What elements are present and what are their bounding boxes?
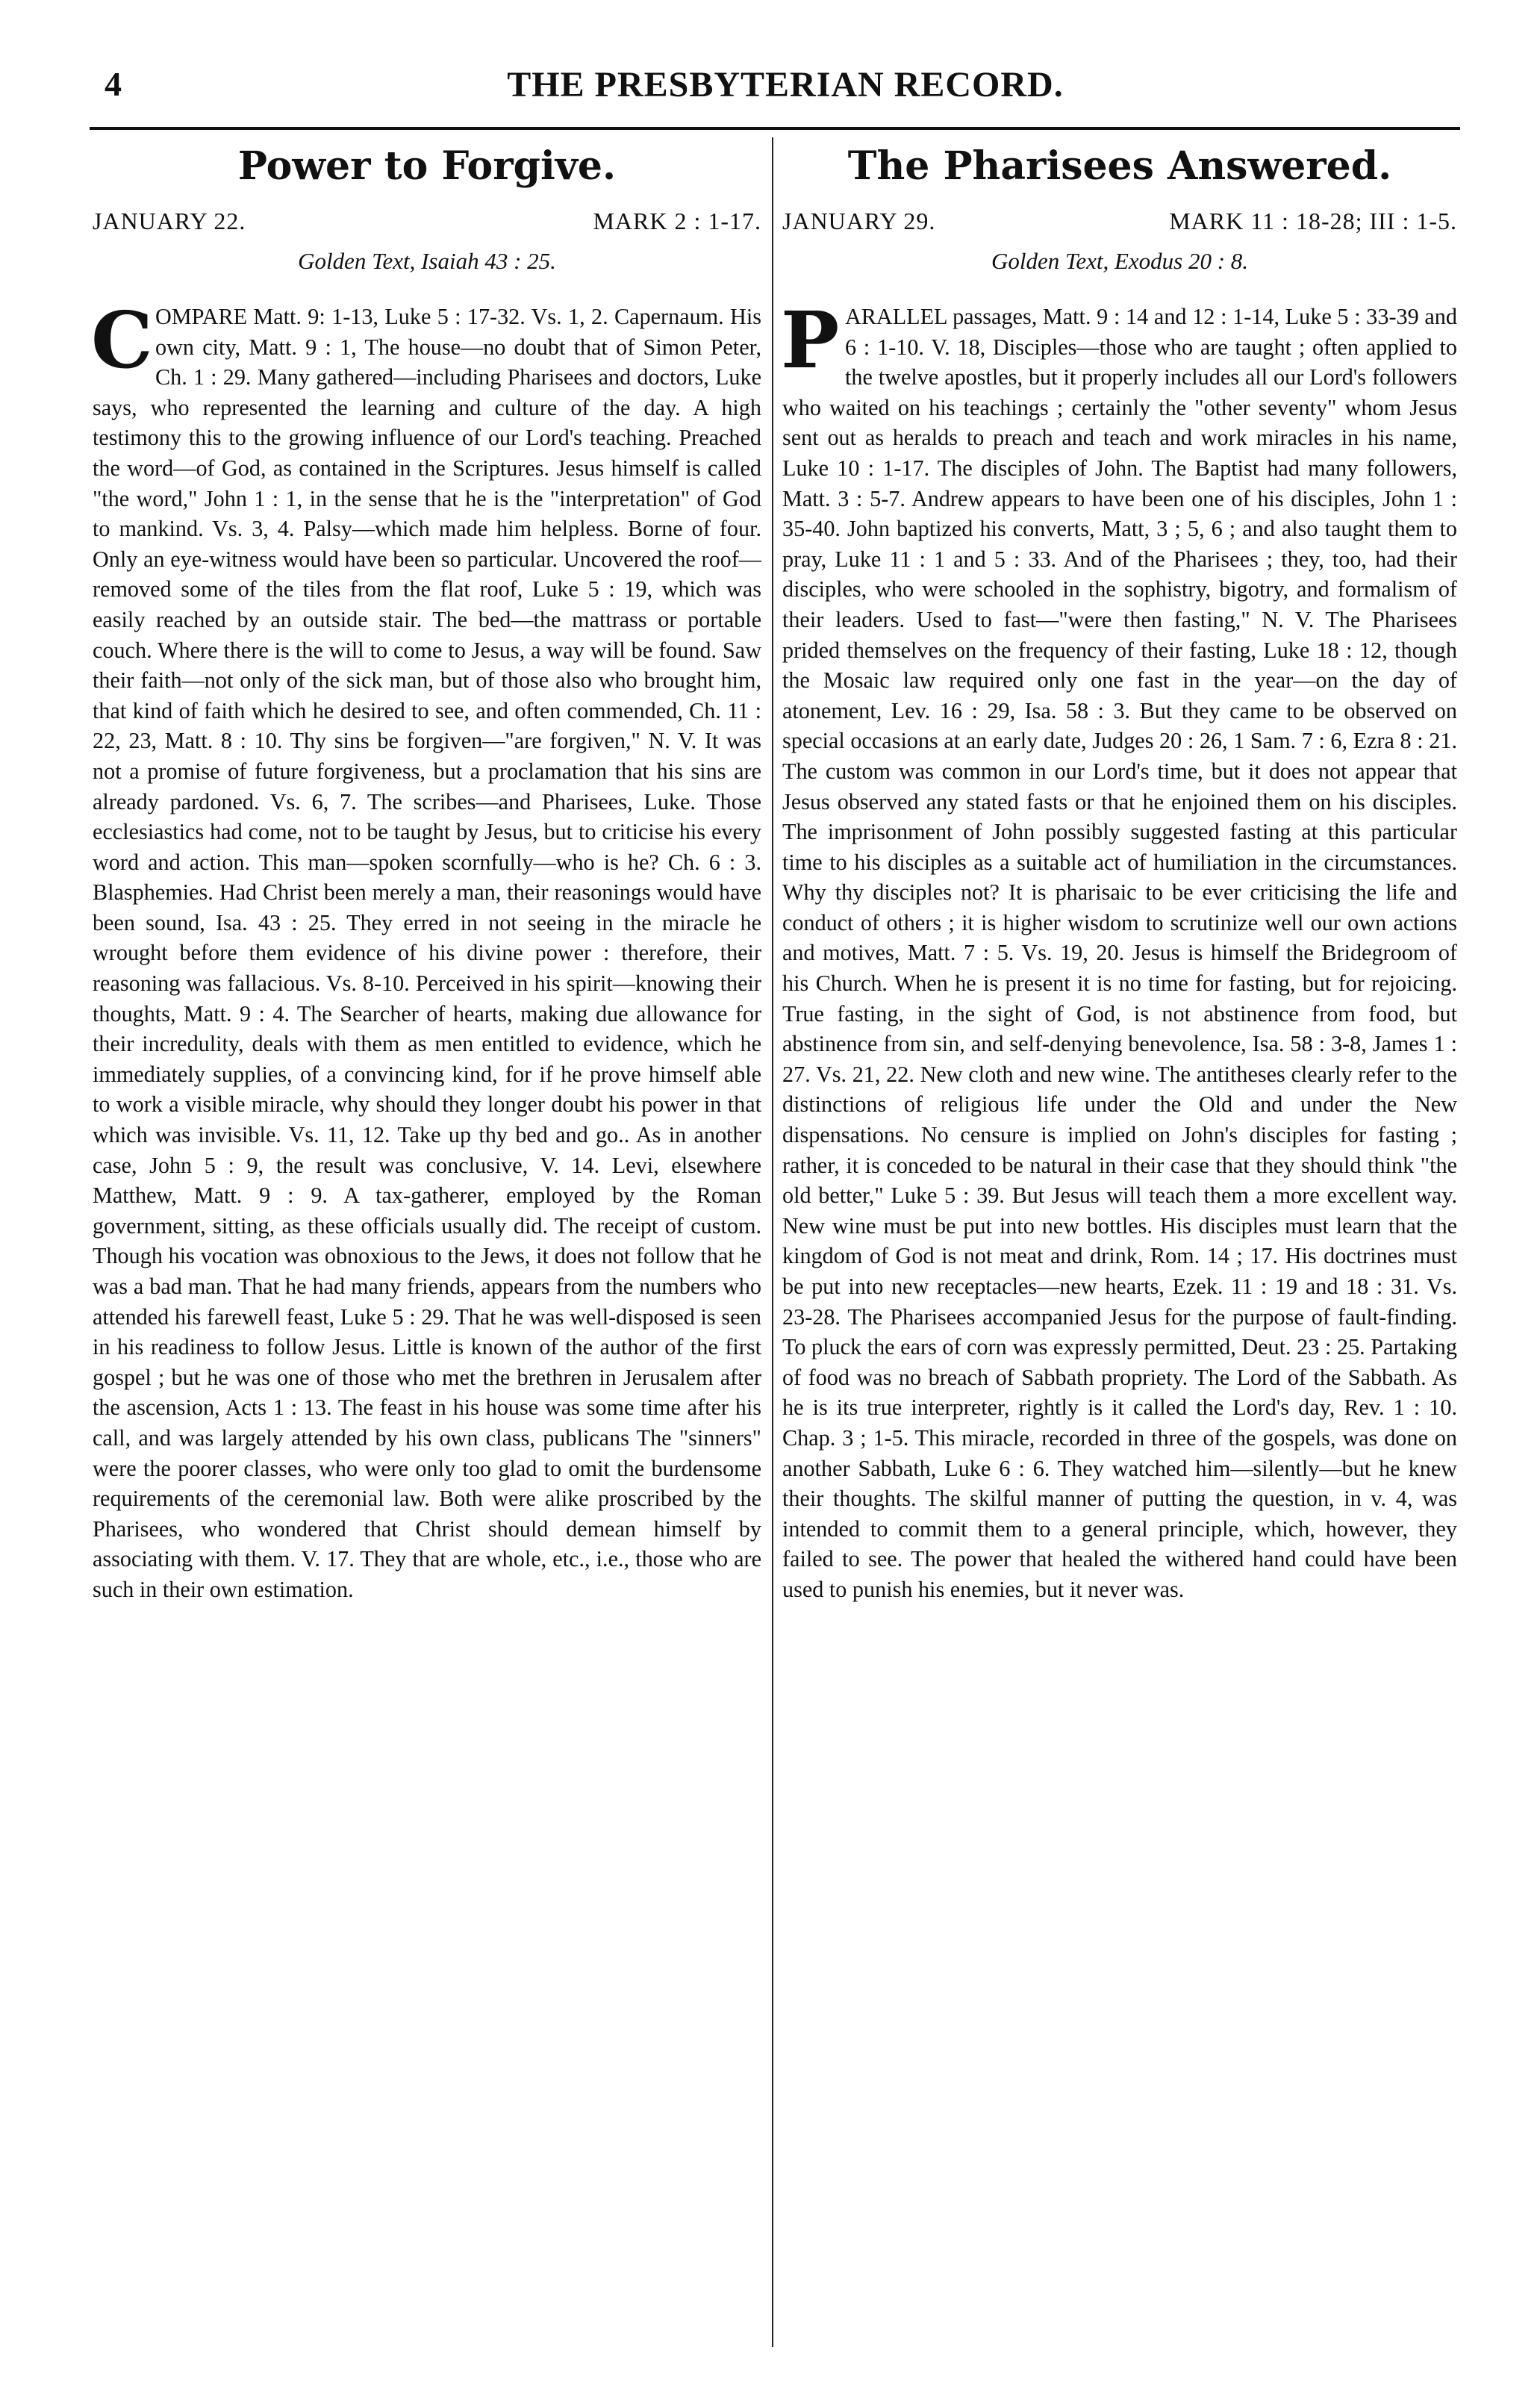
- page-header: [105, 64, 1466, 118]
- header-rule: [90, 127, 1460, 130]
- drop-cap: C: [91, 294, 153, 386]
- lesson-title: The Pharisees Answered.: [847, 143, 1392, 189]
- lesson-body: [781, 294, 1457, 1605]
- lesson-title: Power to Forgive.: [237, 143, 617, 189]
- page-number: 4: [105, 65, 122, 103]
- lesson-body: [91, 294, 761, 1605]
- masthead: THE PRESBYTERIAN RECORD.: [507, 65, 1064, 105]
- lesson-right: [782, 139, 1457, 1605]
- lesson-left: [93, 139, 761, 1605]
- lesson-dateline: [93, 205, 761, 237]
- golden-text: Golden Text, Exodus 20 : 8.: [991, 248, 1249, 274]
- lesson-body-text: ARALLEL passages, Matt. 9 : 14 and 12 : 1-14, Luke 5 : 33-39 and 6 : 1-10. V. 18, Disciples—those who are taught ; often applied to the twelve apostles, but it properly includes all our Lord's followers who waited on his teachings ; certainly the "other seventy" whom Jesus sent out as heralds to preach and teach and work miracles in his name, Luke 10 : 1-17. The disciples of John. The Baptist had many followers, Matt. 3 : 5-7. Andrew appears to have been one of his disciples, John 1 : 35-40. John baptized his converts, Matt, 3 ; 5, 6 ; and also taught them to pray, Luke 11 : 1 and 5 : 33. And of the Pharisees ; they, too, had their disciples, who were schooled in the sophistry, bigotry, and formalism of their leaders. Used to fast—"were then fasting," N. V. The Pharisees prided themselves on the frequency of their fasting, Luke 18 : 12, though the Mosaic law required only one fast in the year—on the day of atonement, Lev. 16 : 29, Isa. 58 : 3. But they came to be observed on special occasions at an early date, Judges 20 : 26, 1 Sam. 7 : 6, Ezra 8 : 21. The custom was common in our Lord's time, but it does not appear that Jesus observed any stated fasts or that he enjoined them on his disciples. The imprisonment of John possibly suggested fasting at this particular time to his disciples as a suitable act of humiliation in the circumstances. Why thy disciples not? It is pharisaic to be ever criticising the life and conduct of others ; it is higher wisdom to scrutinize well our own actions and motives, Matt. 7 : 5. Vs. 19, 20. Jesus is himself the Bridegroom of his Church. When he is present it is no time for fasting, but for rejoicing. True fasting, in the sight of God, is not abstinence from food, but abstinence from sin, and self-denying benevolence, Isa. 58 : 3-8, James 1 : 27. Vs. 21, 22. New cloth and new wine. The antitheses clearly refer to the distinctions of religious life under the Old and under the New dispensations. No censure is implied on John's disciples for fasting ; rather, it is conceded to be natural in their case that they should think "the old better," Luke 5 : 39. But Jesus will teach them a more excellent way. New wine must be put into new bottles. His disciples must learn that the kingdom of God is not meat and drink, Rom. 14 ; 17. His doctrines must be put into new receptacles—new hearts, Ezek. 11 : 19 and 18 : 31. Vs. 23-28. The Pharisees accompanied Jesus for the purpose of fault-finding. To pluck the ears of corn was expressly permitted, Deut. 23 : 25. Partaking of food was no breach of Sabbath propriety. The Lord of the Sabbath. As he is its true interpreter, rightly is it called the Lord's day, Rev. 1 : 10. Chap. 3 ; 1-5. This miracle, recorded in three of the gospels, was done on another Sabbath, Luke 6 : 6. They watched him—silently—but he knew their thoughts. The skilful manner of putting the question, in v. 4, was intended to commit them to a general principle, which, however, they failed to see. The power that healed the withered hand could have been used to punish his enemies, but it never was.: [782, 304, 1457, 1602]
- lesson-dateline: [782, 205, 1457, 237]
- golden-text: Golden Text, Isaiah 43 : 25.: [298, 248, 556, 274]
- scripture-reference: MARK 2 : 1-17.: [593, 208, 761, 234]
- scripture-reference: MARK 11 : 18-28; III : 1-5.: [1169, 208, 1457, 234]
- column-divider: [772, 137, 773, 2347]
- lesson-body-text: OMPARE Matt. 9: 1-13, Luke 5 : 17-32. Vs. 1, 2. Capernaum. His own city, Matt. 9 : 1, The house—no doubt that of Simon Peter, Ch. 1 : 29. Many gathered—including Pharisees and doctors, Luke says, who represented the learning and culture of the day. A high testimony this to the growing influence of our Lord's teaching. Preached the word—of God, as contained in the Scriptures. Jesus himself is called "the word," John 1 : 1, in the sense that he is the "interpretation" of God to mankind. Vs. 3, 4. Palsy—which made him helpless. Borne of four. Only an eye-witness would have been so particular. Uncovered the roof—removed some of the tiles from the flat roof, Luke 5 : 19, which was easily reached by an outside stair. The bed—the mattrass or portable couch. Where there is the will to come to Jesus, a way will be found. Saw their faith—not only of the sick man, but of those also who brought him, that kind of faith which he desired to see, and often commended, Ch. 11 : 22, 23, Matt. 8 : 10. Thy sins be forgiven—"are forgiven," N. V. It was not a promise of future forgiveness, but a proclamation that his sins are already pardoned. Vs. 6, 7. The scribes—and Pharisees, Luke. Those ecclesiastics had come, not to be taught by Jesus, but to criticise his every word and action. This man—spoken scornfully—who is he? Ch. 6 : 3. Blasphemies. Had Christ been merely a man, their reasonings would have been sound, Isa. 43 : 25. They erred in not seeing in the miracle he wrought before them evidence of his divine power : therefore, their reasoning was fallacious. Vs. 8-10. Perceived in his spirit—knowing their thoughts, Matt. 9 : 4. The Searcher of hearts, making due allowance for their incredulity, deals with them as men entitled to evidence, which he immediately supplies, of a convincing kind, for if he prove himself able to work a visible miracle, why should they longer doubt his power in that which was invisible. Vs. 11, 12. Take up thy bed and go.. As in another case, John 5 : 9, the result was conclusive, V. 14. Levi, elsewhere Matthew, Matt. 9 : 9. A tax-gatherer, employed by the Roman government, sitting, as these officials usually did. The receipt of custom. Though his vocation was obnoxious to the Jews, it does not follow that he was a bad man. That he had many friends, appears from the numbers who attended his farewell feast, Luke 5 : 29. That he was well-disposed is seen in his readiness to follow Jesus. Little is known of the author of the first gospel ; but he was one of those who met the brethren in Jerusalem after the ascension, Acts 1 : 13. The feast in his house was some time after his call, and was largely attended by his own class, publicans The "sinners" were the poorer classes, who were only too glad to omit the burdensome requirements of the ceremonial law. Both were alike proscribed by the Pharisees, who wondered that Christ should demean himself by associating with them. V. 17. They that are whole, etc., i.e., those who are such in their own estimation.: [93, 304, 761, 1602]
- drop-cap: P: [781, 294, 840, 386]
- lesson-date: JANUARY 22.: [93, 208, 246, 234]
- lesson-date: JANUARY 29.: [782, 208, 936, 234]
